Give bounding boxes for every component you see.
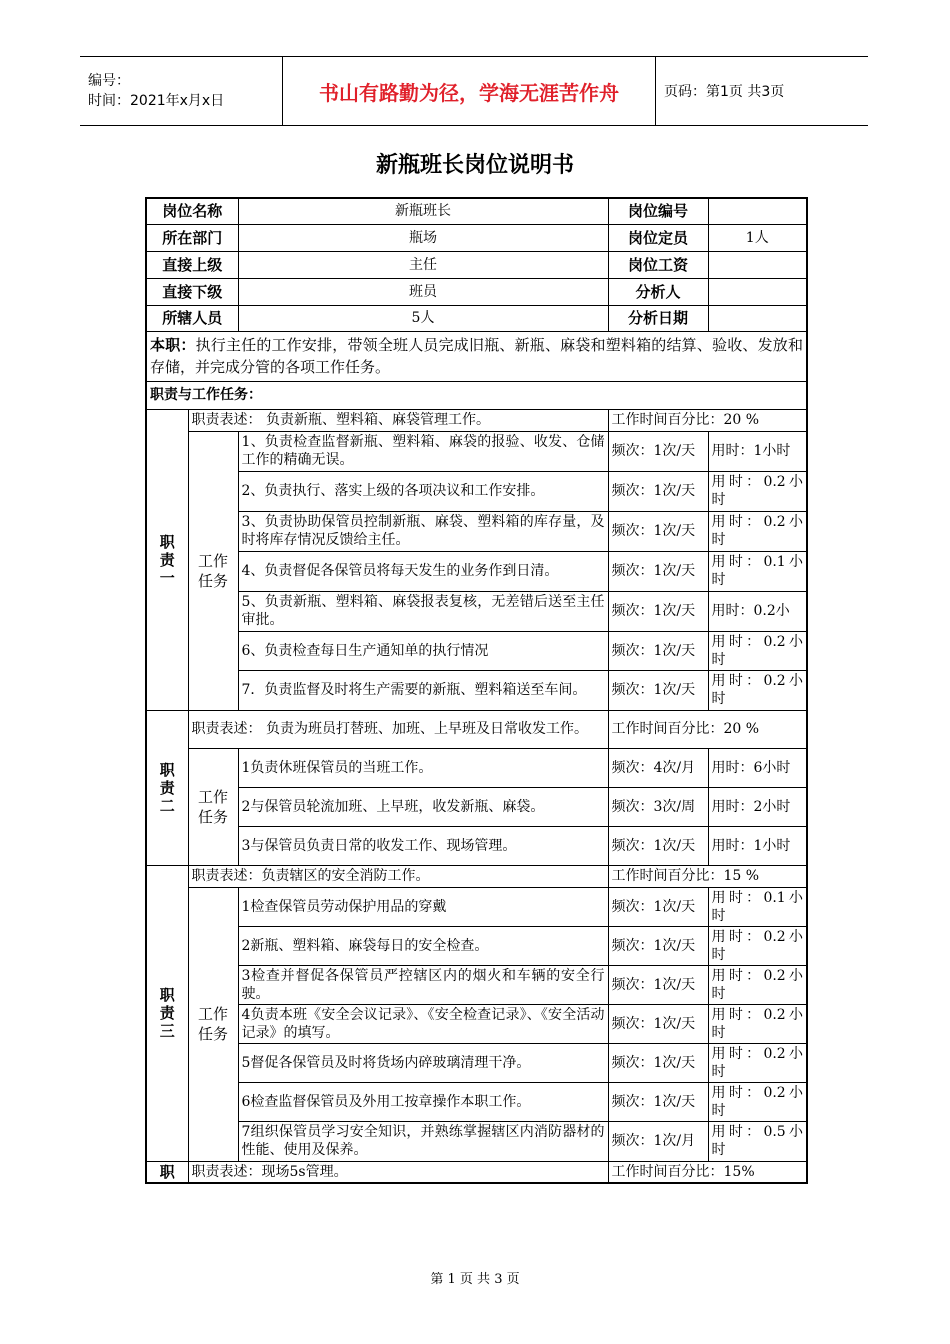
duty-statement: 职责表述：现场5s管理。 bbox=[188, 1161, 608, 1183]
task-duration: 用时：0.2小时 bbox=[708, 1004, 807, 1043]
task-duration: 用时：0.5小时 bbox=[708, 1121, 807, 1161]
task-duration: 用时：0.2小时 bbox=[708, 965, 807, 1004]
task-frequency: 频次：1次/天 bbox=[608, 926, 708, 965]
duty-name-text: 职责三 bbox=[159, 986, 175, 1040]
task-duration: 用时：0.2小 bbox=[708, 591, 807, 631]
info-label: 岗位定员 bbox=[608, 224, 708, 251]
task-row bbox=[146, 471, 807, 511]
duty-statement: 职责表述： 负责为班员打替班、加班、上早班及日常收发工作。 bbox=[188, 710, 608, 748]
task-duration: 用时：1小时 bbox=[708, 826, 807, 865]
task-row bbox=[146, 748, 807, 787]
info-label: 直接下级 bbox=[146, 278, 238, 305]
info-label: 分析人 bbox=[608, 278, 708, 305]
info-label: 岗位工资 bbox=[608, 251, 708, 278]
task-row bbox=[146, 511, 807, 551]
task-frequency: 频次：1次/天 bbox=[608, 670, 708, 710]
number-label: 编号： bbox=[88, 73, 130, 89]
duty-statement: 职责表述： 负责新瓶、塑料箱、麻袋管理工作。 bbox=[188, 409, 608, 431]
task-frequency: 频次：1次/天 bbox=[608, 1004, 708, 1043]
task-text: 6检查监督保管员及外用工按章操作本职工作。 bbox=[238, 1082, 608, 1121]
duty-name: 职 bbox=[146, 1161, 188, 1183]
duty-name-text: 职责二 bbox=[159, 760, 175, 815]
task-text: 7．负责监督及时将生产需要的新瓶、塑料箱送至车间。 bbox=[238, 670, 608, 710]
task-duration: 用时：0.2小时 bbox=[708, 1043, 807, 1082]
task-frequency: 频次：1次/天 bbox=[608, 887, 708, 926]
info-label: 直接上级 bbox=[146, 251, 238, 278]
task-frequency: 频次：1次/天 bbox=[608, 431, 708, 471]
task-text: 1负责休班保管员的当班工作。 bbox=[238, 748, 608, 787]
task-row bbox=[146, 826, 807, 865]
task-label: 工作任务 bbox=[197, 1005, 228, 1043]
task-frequency: 频次：4次/月 bbox=[608, 748, 708, 787]
info-row bbox=[146, 278, 807, 305]
task-text: 3检查并督促各保管员严控辖区内的烟火和车辆的安全行驶。 bbox=[238, 965, 608, 1004]
task-label: 工作任务 bbox=[197, 787, 228, 826]
task-text: 4、负责督促各保管员将每天发生的业务作到日清。 bbox=[238, 551, 608, 591]
task-row bbox=[146, 1043, 807, 1082]
task-row bbox=[146, 631, 807, 670]
task-duration: 用时：0.2小时 bbox=[708, 670, 807, 710]
header-motto: 书山有路勤为径，学海无涯苦作舟 bbox=[283, 57, 656, 126]
duty-name bbox=[146, 865, 188, 1161]
task-duration: 用时：2小时 bbox=[708, 787, 807, 826]
header-page-info: 页码：第1页 共3页 bbox=[656, 57, 869, 126]
task-frequency: 频次：1次/天 bbox=[608, 1043, 708, 1082]
task-text: 5、负责新瓶、塑料箱、麻袋报表复核，无差错后送至主任审批。 bbox=[238, 591, 608, 631]
info-value: 新瓶班长 bbox=[238, 198, 608, 224]
task-row bbox=[146, 670, 807, 710]
task-duration: 用时：0.2小时 bbox=[708, 631, 807, 670]
info-row bbox=[146, 198, 807, 224]
duty-percent: 工作时间百分比：15% bbox=[608, 1161, 807, 1183]
info-value bbox=[708, 278, 807, 305]
duty-name-text: 职责一 bbox=[159, 532, 175, 587]
info-label: 岗位名称 bbox=[146, 198, 238, 224]
time-label: 时间：2021年x月x日 bbox=[88, 93, 225, 109]
task-row bbox=[146, 1082, 807, 1121]
task-row bbox=[146, 965, 807, 1004]
info-value: 瓶场 bbox=[238, 224, 608, 251]
duty-percent: 工作时间百分比：20 % bbox=[608, 710, 807, 748]
task-frequency: 频次：1次/天 bbox=[608, 965, 708, 1004]
task-duration: 用时：6小时 bbox=[708, 748, 807, 787]
task-duration: 用时：0.2小时 bbox=[708, 471, 807, 511]
task-frequency: 频次：1次/天 bbox=[608, 591, 708, 631]
task-label-cell bbox=[188, 748, 238, 865]
task-label: 工作任务 bbox=[197, 551, 228, 590]
duty-percent: 工作时间百分比：15 % bbox=[608, 865, 807, 887]
job-description-table bbox=[145, 197, 808, 1184]
duty-percent: 工作时间百分比：20 % bbox=[608, 409, 807, 431]
task-row bbox=[146, 787, 807, 826]
info-label: 分析日期 bbox=[608, 305, 708, 331]
task-text: 6、负责检查每日生产通知单的执行情况 bbox=[238, 631, 608, 670]
task-row bbox=[146, 1121, 807, 1161]
task-row bbox=[146, 926, 807, 965]
info-value bbox=[708, 305, 807, 331]
info-label: 所在部门 bbox=[146, 224, 238, 251]
task-duration: 用时：0.2小时 bbox=[708, 926, 807, 965]
duty-intro-label: 本职： bbox=[150, 336, 196, 354]
task-text: 5督促各保管员及时将货场内碎玻璃清理干净。 bbox=[238, 1043, 608, 1082]
info-value: 1人 bbox=[708, 224, 807, 251]
task-text: 3、负责协助保管员控制新瓶、麻袋、塑料箱的库存量，及时将库存情况反馈给主任。 bbox=[238, 511, 608, 551]
task-frequency: 频次：1次/天 bbox=[608, 631, 708, 670]
info-value: 主任 bbox=[238, 251, 608, 278]
task-duration: 用时：0.2小时 bbox=[708, 511, 807, 551]
task-frequency: 频次：1次/天 bbox=[608, 471, 708, 511]
duty-name bbox=[146, 710, 188, 865]
task-label-cell bbox=[188, 887, 238, 1161]
task-label-cell bbox=[188, 431, 238, 710]
task-text: 1、负责检查监督新瓶、塑料箱、麻袋的报验、收发、仓储工作的精确无误。 bbox=[238, 431, 608, 471]
task-text: 1检查保管员劳动保护用品的穿戴 bbox=[238, 887, 608, 926]
info-row bbox=[146, 251, 807, 278]
info-row bbox=[146, 224, 807, 251]
task-row bbox=[146, 1004, 807, 1043]
task-frequency: 频次：1次/天 bbox=[608, 1082, 708, 1121]
task-text: 4负责本班《安全会议记录》、《安全检查记录》、《安全活动记录》的填写。 bbox=[238, 1004, 608, 1043]
info-value bbox=[708, 251, 807, 278]
task-duration: 用时：0.2小时 bbox=[708, 1082, 807, 1121]
task-frequency: 频次：1次/天 bbox=[608, 551, 708, 591]
task-text: 3与保管员负责日常的收发工作、现场管理。 bbox=[238, 826, 608, 865]
task-duration: 用时：1小时 bbox=[708, 431, 807, 471]
task-row bbox=[146, 887, 807, 926]
duty-intro-text: 执行主任的工作安排，带领全班人员完成旧瓶、新瓶、麻袋和塑料箱的结算、验收、发放和存储，并完成分管的各项工作任务。 bbox=[150, 336, 803, 376]
page-footer: 第 1 页 共 3 页 bbox=[430, 1272, 520, 1287]
task-text: 7组织保管员学习安全知识，并熟练掌握辖区内消防器材的性能、使用及保养。 bbox=[238, 1121, 608, 1161]
responsibilities-heading: 职责与工作任务： bbox=[146, 381, 807, 409]
task-row bbox=[146, 431, 807, 471]
info-value: 5人 bbox=[238, 305, 608, 331]
task-text: 2新瓶、塑料箱、麻袋每日的安全检查。 bbox=[238, 926, 608, 965]
info-value: 班员 bbox=[238, 278, 608, 305]
task-text: 2与保管员轮流加班、上早班，收发新瓶、麻袋。 bbox=[238, 787, 608, 826]
info-row bbox=[146, 305, 807, 331]
task-frequency: 频次：3次/周 bbox=[608, 787, 708, 826]
duty-name bbox=[146, 409, 188, 710]
task-frequency: 频次：1次/天 bbox=[608, 511, 708, 551]
duty-intro bbox=[146, 331, 807, 381]
task-duration: 用时：0.1小时 bbox=[708, 887, 807, 926]
task-row bbox=[146, 591, 807, 631]
task-text: 2、负责执行、落实上级的各项决议和工作安排。 bbox=[238, 471, 608, 511]
document-header bbox=[80, 56, 868, 126]
task-frequency: 频次：1次/天 bbox=[608, 826, 708, 865]
task-duration: 用时：0.1小时 bbox=[708, 551, 807, 591]
info-label: 所辖人员 bbox=[146, 305, 238, 331]
info-value bbox=[708, 198, 807, 224]
task-frequency: 频次：1次/月 bbox=[608, 1121, 708, 1161]
info-label: 岗位编号 bbox=[608, 198, 708, 224]
header-meta bbox=[80, 57, 283, 126]
task-row bbox=[146, 551, 807, 591]
duty-statement: 职责表述：负责辖区的安全消防工作。 bbox=[188, 865, 608, 887]
document-title: 新瓶班长岗位说明书 bbox=[375, 153, 574, 178]
